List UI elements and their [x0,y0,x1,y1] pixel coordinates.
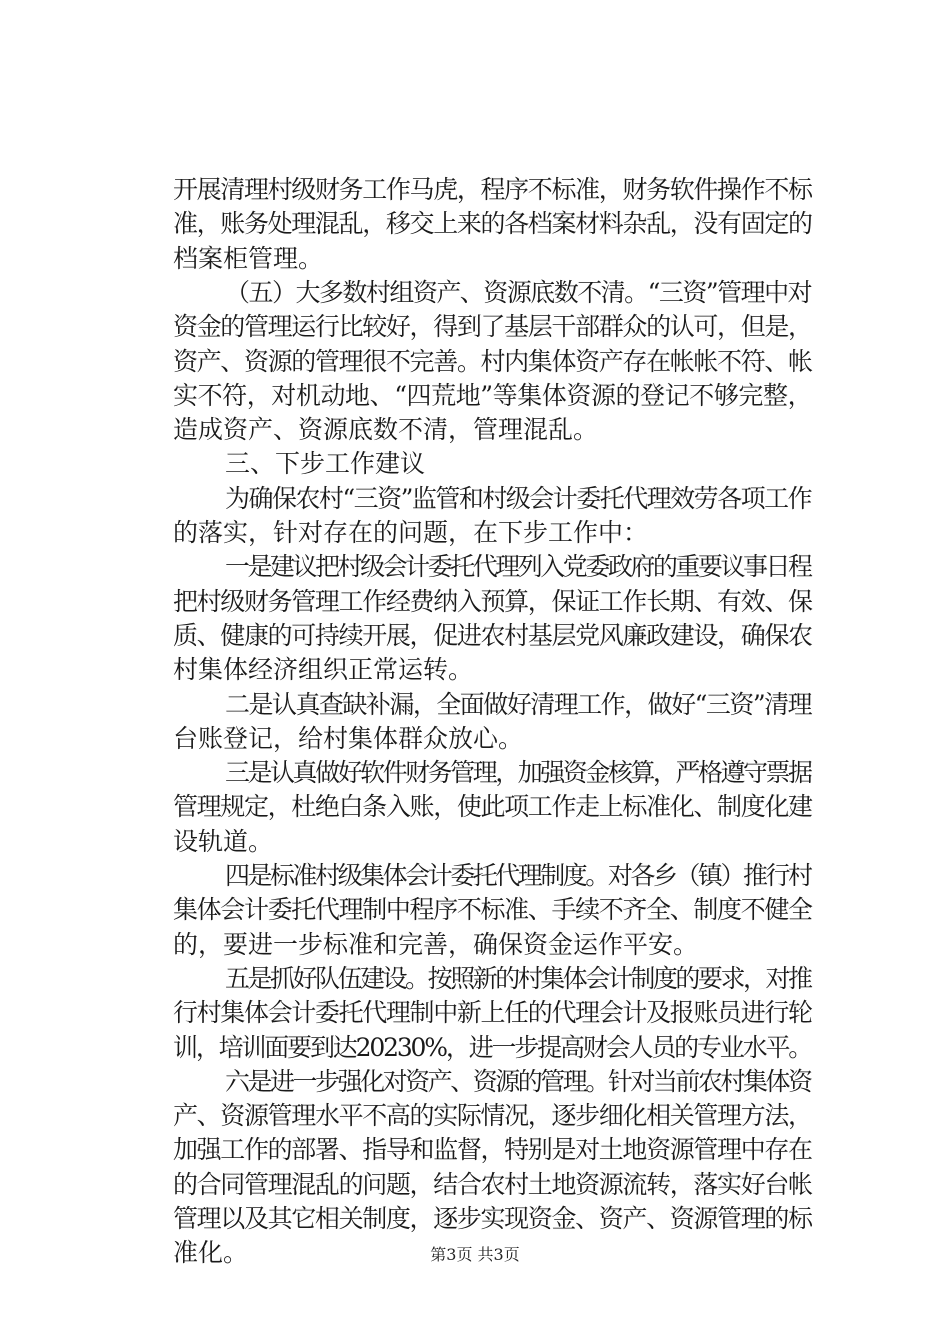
text-line: 设轨道。 [173,826,274,856]
text-line: 加强工作的部署、指导和监督，特别是对土地资源管理中存在 [173,1135,812,1165]
text-line: 资金的管理运行比较好，得到了基层干部群众的认可，但是， [173,312,812,342]
text-line: 实不符，对机动地、“四荒地”等集体资源的登记不够完整， [173,380,813,410]
text-line: 为确保农村“三资”监管和村级会计委托代理效劳各项工作 [225,483,812,513]
text-line: 村集体经济组织正常运转。 [173,655,474,685]
text-line: 管理以及其它相关制度，逐步实现资金、资产、资源管理的标 [173,1204,812,1233]
text-line: 档案柜管理。 [173,243,324,273]
text-line: 准，账务处理混乱，移交上来的各档案材料杂乱，没有固定的 [173,209,812,239]
text-line: （五）大多数村组资产、资源底数不清。“三资”管理中对 [225,277,812,307]
text-line: 训，培训面要到达20230%，进一步提高财会人员的专业水平。 [173,1032,812,1062]
text-line: 六是进一步强化对资产、资源的管理。针对当前农村集体资 [225,1066,811,1096]
text-line: 产、资源管理水平不高的实际情况，逐步细化相关管理方法， [173,1101,812,1131]
text-line: 的合同管理混乱的问题，结合农村土地资源流转，落实好台帐 [173,1169,812,1199]
text-line: 二是认真查缺补漏，全面做好清理工作，做好“三资”清理 [225,689,812,719]
text-line: 三是认真做好软件财务管理，加强资金核算，严格遵守票据 [225,758,811,788]
text-line: 行村集体会计委托代理制中新上任的代理会计及报账员进行轮 [173,998,812,1028]
page-footer: 第3页 共3页 [430,1245,520,1264]
text-line: 把村级财务管理工作经费纳入预算，保证工作长期、有效、保 [173,586,812,616]
text-line: 台账登记，给村集体群众放心。 [173,723,524,753]
text-line: 准化。 [173,1238,249,1268]
text-line: 资产、资源的管理很不完善。村内集体资产存在帐帐不符、帐 [173,346,812,376]
text-line: 的，要进一步标准和完善，确保资金运作平安。 [173,929,699,959]
text-line: 管理规定，杜绝白条入账，使此项工作走上标准化、制度化建 [173,792,812,822]
text-line: 质、健康的可持续开展，促进农村基层党风廉政建设，确保农 [173,620,812,650]
text-line: 三、下步工作建议 [225,449,426,479]
text-line: 一是建议把村级会计委托代理列入党委政府的重要议事日程 [225,552,811,582]
text-line: 五是抓好队伍建设。按照新的村集体会计制度的要求，对推 [225,963,811,993]
text-line: 的落实，针对存在的问题，在下步工作中： [173,518,649,547]
text-line: 集体会计委托代理制中程序不标准、手续不齐全、制度不健全 [173,895,812,925]
text-line: 四是标准村级集体会计委托代理制度。对各乡（镇）推行村 [225,861,811,890]
text-line: 开展清理村级财务工作马虎，程序不标准，财务软件操作不标 [173,175,812,204]
text-line: 造成资产、资源底数不清，管理混乱。 [173,415,599,445]
